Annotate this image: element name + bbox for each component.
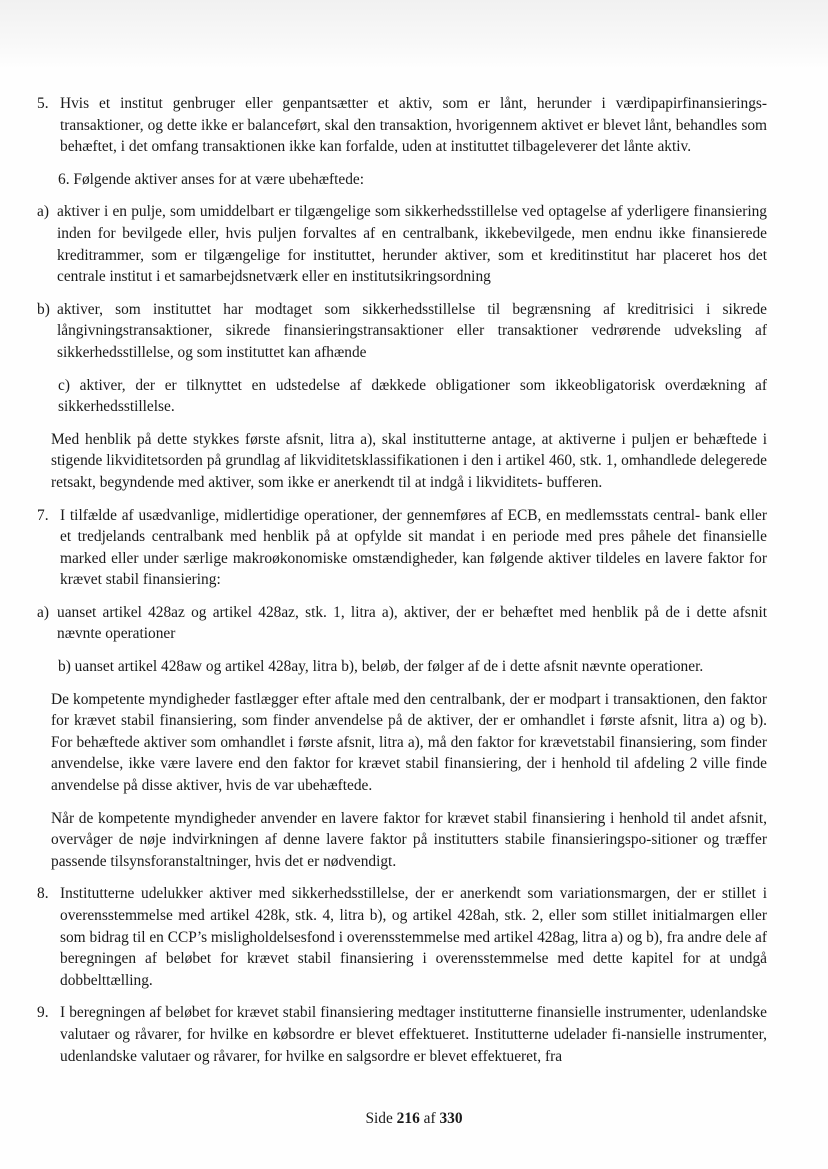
current-page-number: 216 — [396, 1110, 420, 1127]
paragraph-7 — [37, 505, 767, 591]
paragraph-number: 9. — [37, 1004, 49, 1022]
subparagraph-text: Når de kompetente myndigheder anvender en lavere faktor for krævet stabil finansiering i henhold til andet afsnit, overvåger de nøje indvirkningen af denne lavere faktor på institutters stabile finansieringspo-sitioner og træffer passende tilsynsforanstaltninger, hvis det er nødvendigt. — [51, 809, 767, 870]
list-letter: a) — [37, 603, 49, 621]
document-body — [37, 93, 767, 1078]
list-letter: a) — [37, 203, 49, 221]
list-item-b — [37, 299, 767, 364]
subparagraph-text: De kompetente myndigheder fastlægger efter aftale med den centralbank, der er modpart i transaktionen, den faktor for krævet stabil finansiering, som finder anvendelse på de aktiver, der er omhandlet i første afsnit, litra a) og b). For behæftede aktiver som omhandlet i første afsnit, litra a), må den faktor for krævetstabil finansiering, som finder anvendelse, ikke være lavere end den faktor for krævet stabil finansiering, der i henhold til afdeling 2 ville finde anvendelse på disse aktiver, hvis de var ubehæftede. — [51, 690, 767, 795]
list-item-text: aktiver i en pulje, som umiddelbart er tilgængelige som sikkerhedsstillelse ved optagelse af yderligere finansiering inden for bevilgede eller, hvis puljen forvaltes af en centralbank, ikkebevilgede, men endnu ikke finansierede kreditrammer, som er tilgængelige for instituttet, herunder aktiver, som et kreditinstitut har placeret hos det centrale institut i et samarbejdsnetværk eller en institutsikringsordning — [57, 203, 767, 286]
paragraph-9 — [37, 1002, 767, 1067]
subparagraph-text: Med henblik på dette stykkes første afsnit, litra a), skal institutterne antage, at aktiverne i puljen er behæftede i stigende likviditetsorden på grundlag af likviditetsklassifikationen i den i artikel 460, stk. 1, omhandlede delegerede retsakt, begyndende med aktiver, som ikke er anerkendt til at indgå i likviditets- bufferen. — [51, 430, 767, 491]
paragraph-text: Institutterne udelukker aktiver med sikkerhedsstillelse, der er anerkendt som variationsmargen, der er stillet i overensstemmelse med artikel 428k, stk. 4, litra b), og artikel 428ah, stk. 2, eller som stillet initialmargen eller som bidrag til en CCP’s misligholdelsesfond i overensstemmelse med artikel 428ag, litra a) og b), fra andre dele af beregningen af beløbet for krævet stabil finansiering i overensstemmelse med dette kapitel for at undgå dobbelttælling. — [60, 885, 767, 989]
list-item-c: c) aktiver, der er tilknyttet en udstedelse af dækkede obligationer som ikkeobligatorisk overdækning af sikkerhedsstillelse. — [58, 376, 767, 416]
scan-top-shading — [0, 0, 828, 70]
paragraph-number: 5. — [37, 95, 49, 112]
paragraph-text: Hvis et institut genbruger eller genpantsætter et aktiv, som er lånt, herunder i værdipapirfinansierings-transaktioner, og dette ikke er balanceført, skal den transaktion, hvorigennem aktivet er blevet lånt, behandles som behæftet, i det omfang transaktionen ikke kan forfalde, uden at instituttet tilbageleverer det lånte aktiv. — [60, 95, 767, 156]
list-item-a — [37, 201, 767, 287]
paragraph-number: 7. — [37, 506, 49, 524]
total-pages: 330 — [439, 1110, 463, 1127]
paragraph-5 — [37, 93, 767, 158]
list-letter: b) — [37, 300, 50, 318]
page-separator: af — [423, 1110, 436, 1127]
paragraph-number: 8. — [37, 885, 49, 903]
page-label: Side — [365, 1110, 393, 1127]
paragraph-text: I tilfælde af usædvanlige, midlertidige operationer, der gennemføres af ECB, en medlemsstats central- bank eller et tredjelands centralbank med henblik på at opfylde sit mandat i en periode med pres påhele det finansielle marked eller under særlige makroøkonomiske omstændigheder, kan følgende aktiver tildeles en lavere faktor for krævet stabil finansiering: — [60, 506, 767, 589]
list-item-b: b) uanset artikel 428aw og artikel 428ay, litra b), beløb, der følger af de i dette afsnit nævnte operationer. — [58, 658, 704, 676]
page-footer — [0, 1110, 828, 1128]
paragraph-8 — [37, 883, 767, 991]
paragraph-6-intro: 6. Følgende aktiver anses for at være ubehæftede: — [58, 170, 365, 188]
paragraph-text: I beregningen af beløbet for krævet stabil finansiering medtager institutterne finansielle instrumenter, udenlandske valutaer og råvarer, for hvilke en købsordre er blevet effektueret. Institutterne udelader fi-nansielle instrumenter, udenlandske valutaer og råvarer, for hvilke en salgsordre er blevet effektueret, fra — [60, 1004, 767, 1065]
list-item-a — [37, 602, 767, 645]
list-item-text: aktiver, som instituttet har modtaget som sikkerhedsstillelse til begrænsning af kreditrisici i sikrede långivningstransaktioner, sikrede finansieringstransaktioner eller transaktioner vedrørende udveksling af sikkerhedsstillelse, og som instituttet kan afhænde — [57, 300, 767, 361]
list-item-text: uanset artikel 428az og artikel 428az, stk. 1, litra a), aktiver, der er behæftet med henblik på de i dette afsnit nævnte operationer — [57, 603, 767, 643]
